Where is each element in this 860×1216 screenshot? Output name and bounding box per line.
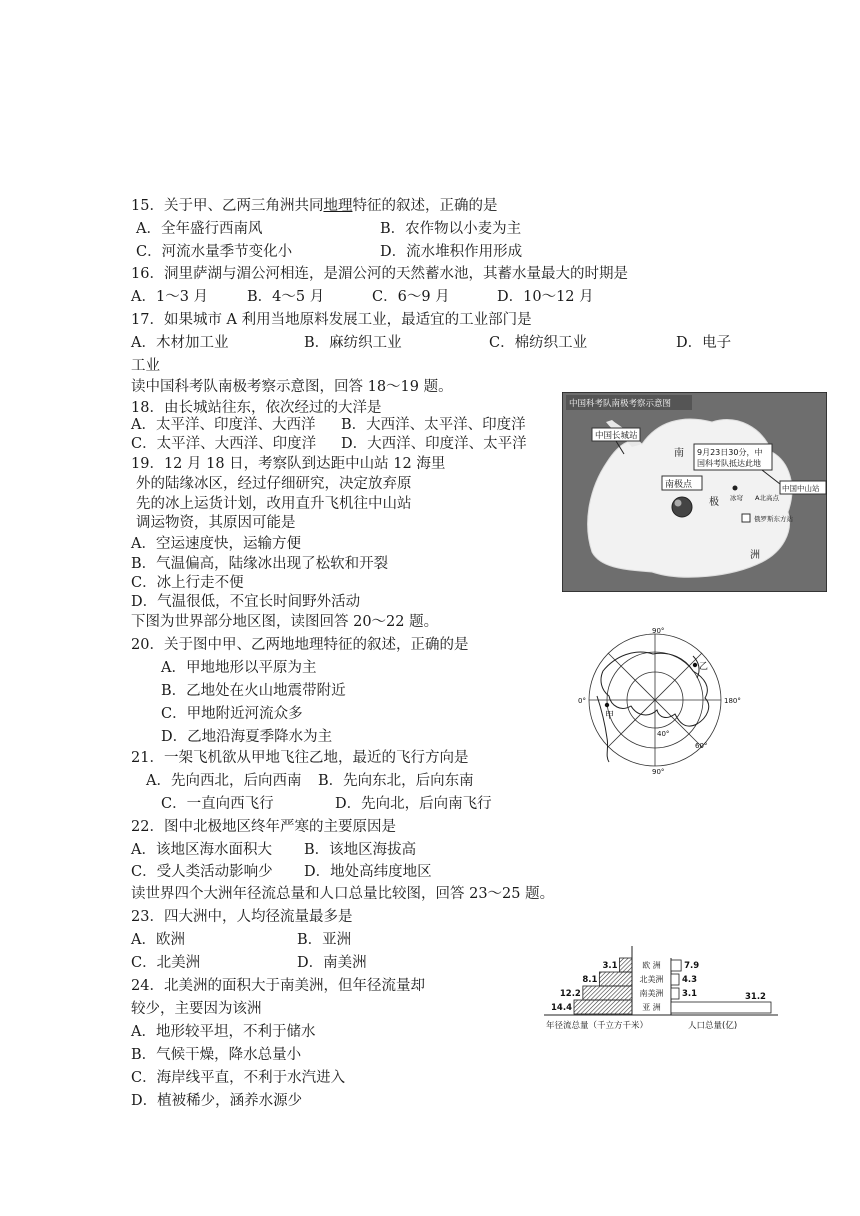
q17-option-d: D．电子 [676, 335, 732, 351]
q21-option-c: C．一直向西飞行 [161, 796, 274, 812]
north-polar-map [575, 626, 775, 776]
ice-dome-label: 冰穹 [730, 494, 743, 502]
runoff-bar [583, 986, 632, 1000]
point-jia [605, 703, 609, 707]
label-nan: 南 [674, 448, 684, 459]
q16-option-c: C．6～9 月 [372, 289, 450, 305]
intro-18-19: 读中国科考队南极考察示意图，回答 18～19 题。 [131, 379, 453, 395]
runoff-value-label: 3.1 [602, 961, 618, 971]
population-value-label: 3.1 [682, 989, 698, 999]
q22-option-c: C．受人类活动影响少 [131, 864, 273, 880]
dome-a-label: A北高点 [755, 494, 779, 502]
label-zhou: 洲 [750, 550, 760, 561]
runoff-population-chart [540, 944, 780, 1034]
q23-option-b: B．亚洲 [297, 932, 352, 948]
q17-stem: 17．如果城市 A 利用当地原料发展工业，最适宜的工业部门是 [131, 312, 532, 328]
q16-option-a: A．1～3 月 [131, 289, 209, 305]
q20-option-d: D．乙地沿海夏季降水为主 [161, 729, 333, 745]
q24-option-d: D．植被稀少，涵养水源少 [131, 1093, 303, 1109]
great-wall-station-label: 中国长城站 [595, 431, 638, 441]
q23-option-a: A．欧洲 [131, 932, 185, 948]
label-jia: 甲 [605, 711, 615, 721]
q19-option-b: B．气温偏高，陆缘冰出现了松软和开裂 [131, 556, 389, 572]
intro-23-25: 读世界四个大洲年径流总量和人口总量比较图，回答 23～25 题。 [131, 886, 555, 902]
q19-stem-l2: 外的陆缘冰区，经过仔细研究，决定放弃原 [136, 476, 412, 492]
q19-stem-l1: 19．12 月 18 日，考察队到达距中山站 12 海里 [131, 456, 446, 472]
q21-stem: 21．一架飞机欲从甲地飞往乙地，最近的飞行方向是 [131, 750, 469, 766]
q16-option-d: D．10～12 月 [497, 289, 594, 305]
continent-label: 亚 洲 [642, 1003, 661, 1012]
q18-stem: 18．由长城站往东，依次经过的大洋是 [131, 400, 382, 416]
q15-option-d: D．流水堆积作用形成 [380, 244, 523, 260]
population-value-label: 31.2 [745, 992, 766, 1002]
q22-option-a: A．该地区海水面积大 [131, 842, 272, 858]
q20-option-c: C．甲地附近河流众多 [161, 706, 303, 722]
q16-option-b: B．4～5 月 [247, 289, 325, 305]
q24-stem-l1: 24．北美洲的面积大于南美洲，但年径流量却 [131, 978, 425, 994]
population-axis-label: 人口总量(亿) [688, 1021, 738, 1031]
continent-label: 北美洲 [639, 975, 664, 984]
q20-option-b: B．乙地处在火山地震带附近 [161, 683, 346, 699]
continent-label: 欧 洲 [642, 961, 661, 970]
q21-option-d: D．先向北，后向南飞行 [335, 796, 492, 812]
q15-option-b: B．农作物以小麦为主 [380, 221, 522, 237]
note-line-1: 9月23日30分，中 [697, 448, 763, 457]
q19-stem-l4: 调运物资，其原因可能是 [136, 515, 296, 531]
q21-option-b: B．先向东北，后向东南 [318, 773, 474, 789]
intro-20-22: 下图为世界部分地区图，读图回答 20～22 题。 [131, 614, 439, 630]
q15-option-a: A．全年盛行西南风 [136, 221, 263, 237]
label-ji: 极 [709, 497, 719, 508]
population-bar [671, 988, 679, 999]
runoff-bar [599, 972, 632, 986]
q23-option-c: C．北美洲 [131, 955, 201, 971]
q24-option-c: C．海岸线平直，不利于水汽进入 [131, 1070, 346, 1086]
pole-highlight [675, 500, 682, 507]
south-pole-marker [672, 497, 692, 517]
label-lat-60: 60° [695, 742, 708, 750]
q20-option-a: A．甲地地形以平原为主 [161, 660, 317, 676]
antarctic-expedition-map [562, 392, 827, 592]
runoff-value-label: 14.4 [551, 1003, 572, 1013]
q17-option-a: A．木材加工业 [131, 335, 229, 351]
vostok-symbol [742, 514, 750, 522]
q17-option-b: B．麻纺织工业 [304, 335, 402, 351]
zhongshan-station-label: 中国中山站 [782, 484, 820, 493]
q19-stem-l3: 先的冰上运货计划，改用直升飞机往中山站 [136, 496, 412, 512]
runoff-value-label: 8.1 [582, 975, 598, 985]
label-yi: 乙 [699, 662, 709, 672]
runoff-bar [620, 958, 632, 972]
q21-option-a: A．先向西北，后向西南 [146, 773, 302, 789]
q17-option-d-cont: 工业 [131, 358, 160, 374]
label-lat-40: 40° [657, 730, 670, 738]
continent-label: 南美洲 [639, 989, 664, 998]
q24-option-b: B．气候干燥，降水总量小 [131, 1047, 302, 1063]
q22-option-b: B．该地区海拔高 [304, 842, 417, 858]
label-lon-0: 0° [578, 697, 586, 705]
q19-option-c: C．冰上行走不便 [131, 575, 244, 591]
runoff-axis-label: 年径流总量（千立方千米） [546, 1021, 649, 1031]
q20-stem: 20．关于图中甲、乙两地地理特征的叙述，正确的是 [131, 637, 469, 653]
point-yi [693, 663, 697, 667]
q23-option-d: D．南美洲 [297, 955, 367, 971]
south-pole-label: 南极点 [665, 480, 693, 490]
runoff-value-label: 12.2 [559, 989, 581, 999]
q18-option-b: B．大西洋、太平洋、印度洋 [341, 417, 526, 433]
q17-option-c: C．棉纺织工业 [489, 335, 588, 351]
q22-option-d: D．地处高纬度地区 [304, 864, 432, 880]
q18-option-c: C．太平洋、大西洋、印度洋 [131, 436, 317, 452]
q18-option-a: A．太平洋、印度洋、大西洋 [131, 417, 316, 433]
q24-option-a: A．地形较平坦，不利于储水 [131, 1024, 316, 1040]
q24-stem-l2: 较少，主要因为该洲 [131, 1001, 262, 1017]
map-title: 中国科考队南极考察示意图 [569, 399, 672, 409]
q22-stem: 22．图中北极地区终年严寒的主要原因是 [131, 819, 396, 835]
dome-a-marker [733, 486, 738, 491]
q18-option-d: D．大西洋、印度洋、太平洋 [341, 436, 527, 452]
q15-stem: 15．关于甲、乙两三角洲共同地理特征的叙述，正确的是 [131, 198, 498, 214]
population-bar [671, 974, 679, 985]
population-bar [671, 1002, 771, 1013]
q15-option-c: C．河流水量季节变化小 [136, 244, 293, 260]
vostok-station-label: 俄罗斯东方站 [754, 515, 793, 523]
label-lat-bottom: 90° [652, 768, 665, 776]
population-value-label: 7.9 [684, 961, 700, 971]
population-value-label: 4.3 [682, 975, 698, 985]
note-line-2: 国科考队抵达此地 [697, 459, 761, 468]
q23-stem: 23．四大洲中，人均径流量最多是 [131, 909, 353, 925]
q19-option-d: D．气温很低，不宜长时间野外活动 [131, 594, 361, 610]
population-bar [671, 960, 681, 971]
label-lat-top: 90° [652, 627, 665, 635]
runoff-bar [574, 1000, 632, 1014]
q16-stem: 16．洞里萨湖与湄公河相连，是湄公河的天然蓄水池，其蓄水量最大的时期是 [131, 266, 628, 282]
label-lon-180: 180° [724, 697, 741, 705]
q19-option-a: A．空运速度快，运输方便 [131, 536, 301, 552]
